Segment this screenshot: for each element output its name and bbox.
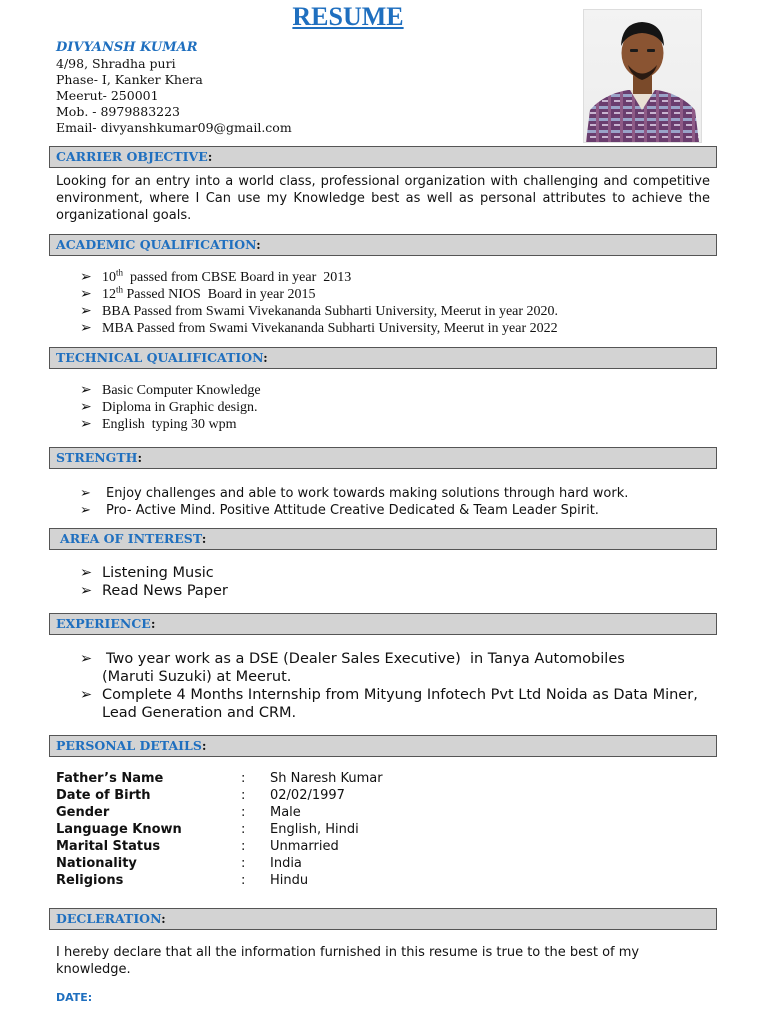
section-title-strength: STRENGTH — [56, 450, 138, 465]
section-title-academic: ACADEMIC QUALIFICATION — [56, 237, 257, 252]
section-header-strength — [49, 447, 717, 469]
section-colon: : — [201, 738, 207, 753]
section-title-interest: AREA OF INTEREST — [60, 531, 202, 546]
list-item: ➢ Diploma in Graphic design. — [80, 399, 261, 416]
list-item: ➢ BBA Passed from Swami Vivekananda Subharti University, Meerut in year 2020. — [80, 303, 558, 320]
table-row: Date of Birth : 02/02/1997 — [56, 788, 345, 803]
section-colon: : — [201, 531, 207, 546]
section-header-declaration — [49, 908, 717, 930]
declaration-text: I hereby declare that all the information furnished in this resume is true to the best of my knowledge. — [56, 945, 640, 977]
experience-list — [80, 650, 698, 722]
section-title-technical: TECHNICAL QUALIFICATION — [56, 350, 264, 365]
section-colon: : — [263, 350, 268, 365]
section-header-interest — [49, 528, 717, 550]
table-row: Religions : Hindu — [56, 873, 309, 888]
list-item: ➢ 10th passed from CBSE Board in year 2013 — [80, 269, 558, 286]
table-row: Language Known : English, Hindi — [56, 822, 359, 837]
section-header-personal — [49, 735, 717, 757]
section-colon: : — [150, 616, 156, 631]
address-line-3: Meerut- 250001 — [56, 88, 159, 103]
section-colon: : — [137, 450, 143, 465]
table-row: Gender : Male — [56, 805, 301, 820]
contact-block — [56, 40, 292, 136]
list-item: ➢ Complete 4 Months Internship from Mityung Infotech Pvt Ltd Noida as Data Miner, Lead Generation and CRM. — [80, 686, 698, 722]
date-label: DATE: — [56, 991, 93, 1004]
list-item: ➢ Pro- Active Mind. Positive Attitude Creative Dedicated & Team Leader Spirit. — [80, 502, 628, 519]
section-header-technical — [49, 347, 717, 369]
section-header-experience — [49, 613, 717, 635]
academic-list — [80, 269, 558, 337]
section-colon: : — [161, 911, 166, 926]
objective-text: Looking for an entry into a world class, professional organization with challenging and competitive environment, where I Can use my Knowledge best as well as personal attributes to achieve the organizational goals. — [56, 174, 710, 223]
address-line-2: Phase- I, Kanker Khera — [56, 72, 203, 87]
section-title-objective: CARRIER OBJECTIVE — [56, 149, 208, 164]
table-row: Nationality : India — [56, 856, 302, 871]
list-item: ➢ MBA Passed from Swami Vivekananda Subharti University, Meerut in year 2022 — [80, 320, 558, 337]
candidate-name: DIVYANSH KUMAR — [56, 40, 198, 55]
mobile-number: Mob. - 8979883223 — [56, 104, 180, 119]
list-item: ➢ Listening Music — [80, 564, 228, 582]
profile-photo — [583, 9, 702, 143]
list-item: ➢ English typing 30 wpm — [80, 416, 261, 433]
technical-list — [80, 382, 261, 433]
section-colon: : — [256, 237, 261, 252]
table-row: Father’s Name : Sh Naresh Kumar — [56, 771, 383, 786]
email-address: Email- divyanshkumar09@gmail.com — [56, 120, 292, 135]
section-title-personal: PERSONAL DETAILS — [56, 738, 202, 753]
section-title-declaration: DECLERATION — [56, 911, 162, 926]
interest-list — [80, 564, 228, 600]
section-colon: : — [207, 149, 213, 164]
list-item: ➢ Read News Paper — [80, 582, 228, 600]
list-item: ➢ 12th Passed NIOS Board in year 2015 — [80, 286, 558, 303]
list-item: ➢ Enjoy challenges and able to work towards making solutions through hard work. — [80, 485, 628, 502]
strength-list — [80, 485, 628, 519]
address-line-1: 4/98, Shradha puri — [56, 56, 176, 71]
section-header-academic — [49, 234, 717, 256]
section-title-experience: EXPERIENCE — [56, 616, 151, 631]
resume-title: RESUME — [292, 2, 404, 31]
list-item: ➢ Basic Computer Knowledge — [80, 382, 261, 399]
list-item: ➢ Two year work as a DSE (Dealer Sales Executive) in Tanya Automobiles (Maruti Suzuki) at Meerut. — [80, 650, 698, 686]
section-header-objective — [49, 146, 717, 168]
table-row: Marital Status : Unmarried — [56, 839, 339, 854]
profile-photo-illustration — [584, 10, 701, 142]
personal-details-table — [56, 770, 383, 889]
